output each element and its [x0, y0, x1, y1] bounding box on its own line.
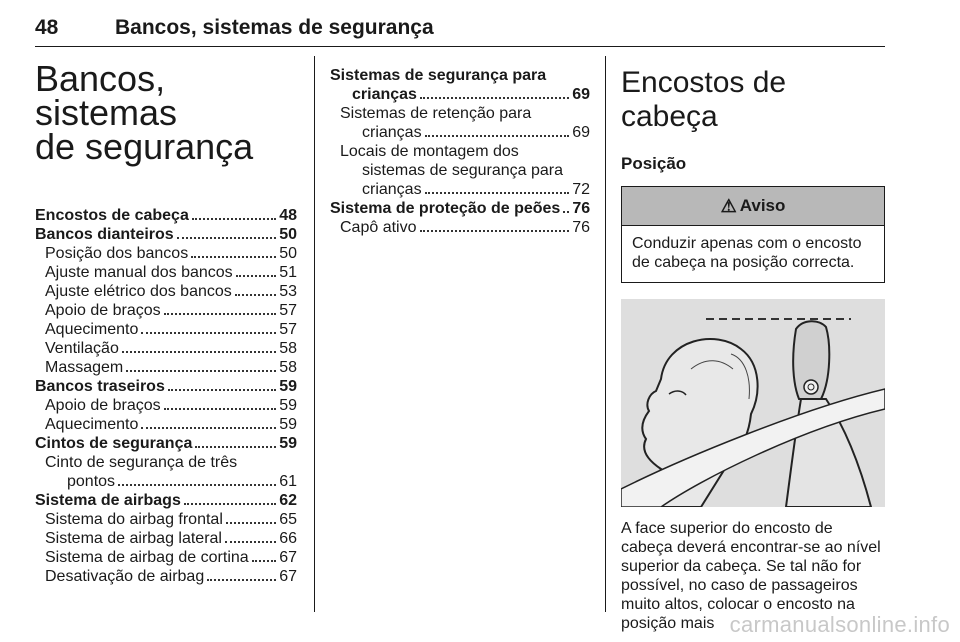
toc-leader-dots	[425, 135, 570, 137]
toc-entry-label: Aquecimento	[45, 416, 139, 433]
toc-leader-dots	[236, 275, 277, 277]
toc-entry-label-line: Locais de montagem dos	[340, 143, 519, 160]
toc-entry[interactable]	[330, 218, 590, 237]
toc-entry-page: 59	[279, 397, 297, 414]
toc-leader-dots	[235, 294, 276, 296]
toc-leader-dots	[192, 218, 276, 220]
toc-entry-page: 76	[572, 219, 590, 236]
toc-entry-page: 76	[572, 200, 591, 217]
watermark: carmanualsonline.info	[729, 612, 950, 637]
toc-entry[interactable]	[35, 301, 297, 320]
toc-leader-dots	[141, 332, 276, 334]
toc-entry-label-line: Cinto de segurança de três	[45, 454, 238, 471]
toc-leader-dots	[191, 256, 276, 258]
toc-leader-dots	[252, 560, 277, 562]
toc-entry[interactable]	[35, 415, 297, 434]
warning-box	[621, 186, 885, 283]
toc-leader-dots	[141, 427, 276, 429]
toc-entry-page: 53	[279, 283, 297, 300]
chapter-title	[35, 58, 297, 167]
toc-entry-label: crianças	[362, 124, 422, 141]
headrest-drawing	[621, 299, 885, 507]
warning-triangle-icon: ⚠	[720, 195, 737, 216]
toc-column-1	[35, 58, 297, 586]
toc-entry-label: Sistema de airbag lateral	[45, 530, 222, 547]
toc-entry[interactable]	[35, 377, 297, 396]
toc-column-2	[330, 66, 590, 237]
toc-entry-page: 66	[279, 530, 297, 547]
page-number: 48	[35, 16, 59, 39]
toc-entry[interactable]	[35, 339, 297, 358]
toc-leader-dots	[207, 579, 276, 581]
toc-leader-dots	[195, 446, 276, 448]
toc-leader-dots	[563, 211, 569, 213]
toc-leader-dots	[226, 522, 276, 524]
subsection-title: Posição	[621, 154, 687, 173]
toc-entry[interactable]	[35, 263, 297, 282]
toc-entry-label-line: Sistemas de retenção para	[340, 105, 532, 122]
warning-title: Aviso	[739, 196, 786, 215]
toc-entry-label: Posição dos bancos	[45, 245, 189, 262]
toc-entry-label: crianças	[352, 86, 417, 103]
toc-entry-page: 59	[279, 435, 297, 452]
toc-entry[interactable]	[35, 567, 297, 586]
toc-entry-page: 58	[279, 340, 297, 357]
section-title: Encostos de cabeça	[621, 66, 787, 133]
toc-leader-dots	[126, 370, 276, 372]
body-paragraph: A face superior do encosto de cabeça deverá encontrar-se ao nível superior da cabeça. Se tal não for possível, no caso de passageiros muito altos, colocar o encosto na posição mais	[621, 520, 881, 632]
toc-entry-label: Cintos de segurança	[35, 435, 193, 452]
column-divider	[314, 56, 315, 612]
headrest-illustration	[621, 299, 885, 507]
toc-entry[interactable]	[35, 320, 297, 339]
toc-entry-page: 51	[279, 264, 297, 281]
toc-entry-page: 50	[279, 245, 297, 262]
column-divider	[605, 56, 606, 612]
toc-entry-label: Ajuste manual dos bancos	[45, 264, 233, 281]
running-title: Bancos, sistemas de segurança	[115, 16, 434, 39]
toc-entry[interactable]	[35, 225, 297, 244]
warning-header	[622, 187, 884, 226]
toc-leader-dots	[225, 541, 276, 543]
warning-text: Conduzir apenas com o encosto de cabeça na posição correcta.	[632, 235, 862, 271]
toc-entry[interactable]	[35, 510, 297, 529]
toc-entry-page: 62	[279, 492, 297, 509]
toc-entry[interactable]	[35, 396, 297, 415]
toc-entry[interactable]	[35, 244, 297, 263]
toc-entry-label: Sistema de airbag de cortina	[45, 549, 249, 566]
toc-entry-label: Aquecimento	[45, 321, 139, 338]
toc-entry-page: 67	[279, 568, 297, 585]
toc-entry-label: Bancos dianteiros	[35, 226, 174, 243]
toc-entry-label: Encostos de cabeça	[35, 207, 189, 224]
toc-entry-label: Desativação de airbag	[45, 568, 205, 585]
toc-entry-label: Sistema do airbag frontal	[45, 511, 223, 528]
toc-leader-dots	[164, 313, 277, 315]
toc-entry-label: Sistema de airbags	[35, 492, 181, 509]
toc-entry[interactable]	[330, 104, 590, 142]
toc-entry[interactable]	[35, 491, 297, 510]
toc-entry-page: 69	[572, 86, 590, 103]
toc-entry[interactable]	[35, 548, 297, 567]
toc-entry-label: Sistema de proteção de peões	[330, 200, 561, 217]
toc-entry-page: 48	[279, 207, 297, 224]
toc-entry-label-line: Sistemas de segurança para	[330, 67, 547, 84]
toc-entry-label: crianças	[362, 181, 422, 198]
toc-entry-page: 67	[279, 549, 297, 566]
content-column	[621, 62, 885, 633]
toc-entry-label: Apoio de braços	[45, 302, 161, 319]
toc-entry-page: 61	[279, 473, 297, 490]
toc-entry-page: 72	[572, 181, 590, 198]
toc-entry-page: 50	[279, 226, 297, 243]
toc-entry[interactable]	[330, 66, 590, 104]
toc-entry-label: Massagem	[45, 359, 124, 376]
toc-entry-page: 57	[279, 302, 297, 319]
toc-leader-dots	[122, 351, 276, 353]
toc-leader-dots	[164, 408, 277, 410]
table-of-contents	[35, 206, 297, 586]
toc-entry[interactable]	[35, 206, 297, 225]
toc-entry-label: Bancos traseiros	[35, 378, 165, 395]
toc-entry-page: 59	[279, 378, 297, 395]
toc-entry-page: 69	[572, 124, 590, 141]
toc-entry-page: 65	[279, 511, 297, 528]
toc-entry-label: Capô ativo	[340, 219, 417, 236]
toc-entry-label: Ventilação	[45, 340, 119, 357]
toc-leader-dots	[184, 503, 276, 505]
toc-entry[interactable]	[35, 434, 297, 453]
toc-entry[interactable]	[35, 453, 297, 491]
toc-entry[interactable]	[330, 142, 590, 199]
toc-leader-dots	[118, 484, 276, 486]
toc-entry[interactable]	[35, 358, 297, 377]
toc-entry-page: 57	[279, 321, 297, 338]
toc-entry-label-line: sistemas de segurança para	[362, 162, 563, 179]
chapter-title-line: de segurança	[35, 126, 254, 167]
toc-entry-label: Ajuste elétrico dos bancos	[45, 283, 232, 300]
chapter-title-line: Bancos, sistemas	[35, 58, 178, 133]
toc-entry-label: Apoio de braços	[45, 397, 161, 414]
toc-leader-dots	[420, 230, 570, 232]
toc-entry-page: 58	[279, 359, 297, 376]
page-header	[35, 10, 885, 47]
toc-entry[interactable]	[35, 529, 297, 548]
toc-entry[interactable]	[35, 282, 297, 301]
toc-leader-dots	[168, 389, 276, 391]
toc-entry[interactable]	[330, 199, 590, 218]
toc-leader-dots	[177, 237, 277, 239]
table-of-contents	[330, 66, 590, 237]
toc-leader-dots	[420, 97, 569, 99]
toc-entry-page: 59	[279, 416, 297, 433]
toc-entry-label: pontos	[67, 473, 116, 490]
toc-leader-dots	[425, 192, 570, 194]
